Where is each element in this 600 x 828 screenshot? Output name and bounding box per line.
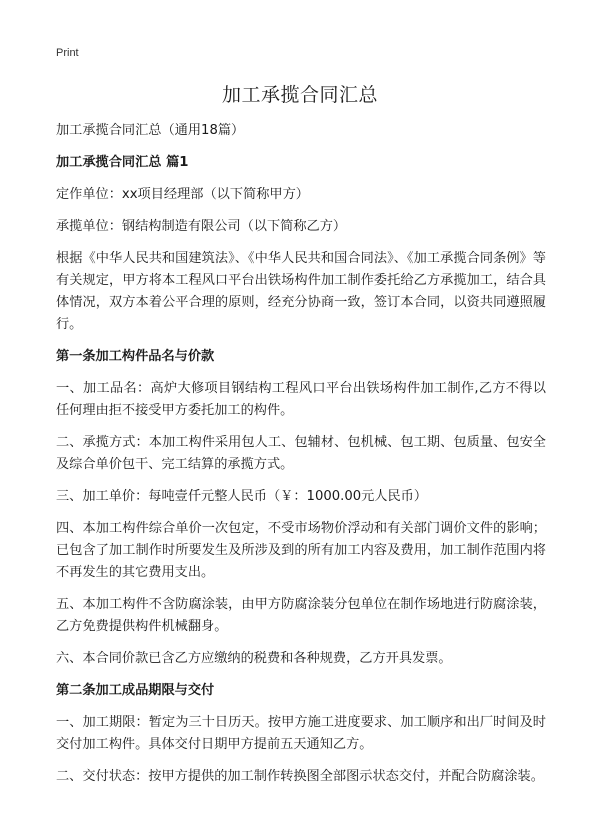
paragraph: 二、交付状态：按甲方提供的加工制作转换图全部图示状态交付，并配合防腐涂装。 [56,769,544,784]
paragraph: 定作单位：xx项目经理部（以下简称甲方） [56,187,309,202]
paragraph: 根据《中华人民共和国建筑法》、《中华人民共和国合同法》、《加工承揽合同条例》等有关规定，甲方将本工程风口平台出铁场构件加工制作委托给乙方承揽加工，结合具体情况，双方本着公平合理的原则，经充分协商一致，签订本合同，以资共同遵照履行。 [56,251,546,332]
document-subtitle: 加工承揽合同汇总（通用18篇） [56,123,245,138]
print-link[interactable]: Print [56,47,79,59]
paragraph: 一、加工品名：高炉大修项目钢结构工程风口平台出铁场构件加工制作,乙方不得以任何理由拒不接受甲方委托加工的构件。 [56,381,546,418]
section-heading: 第一条加工构件品名与价款 [56,349,215,364]
paragraph: 六、本合同价款已含乙方应缴纳的税费和各种规费，乙方开具发票。 [56,651,452,666]
paragraph: 三、加工单价：每吨壹仟元整人民币（￥：1000.00元人民币） [56,489,428,504]
document-body [56,120,546,798]
paragraph: 承揽单位：钢结构制造有限公司（以下简称乙方） [56,219,347,234]
section-heading: 第二条加工成品期限与交付 [56,683,215,698]
page-title: 加工承揽合同汇总 [221,84,378,106]
paragraph: 二、承揽方式：本加工构件采用包人工、包辅材、包机械、包工期、包质量、包安全及综合单价包干、完工结算的承揽方式。 [56,435,546,472]
paragraph: 五、本加工构件不含防腐涂装，由甲方防腐涂装分包单位在制作场地进行防腐涂装，乙方免费提供构件机械翻身。 [56,597,546,634]
section-heading: 加工承揽合同汇总 篇1 [56,155,189,170]
paragraph: 四、本加工构件综合单价一次包定，不受市场物价浮动和有关部门调价文件的影响；已包含了加工制作时所要发生及所涉及到的所有加工内容及费用，加工制作范围内将不再发生的其它费用支出。 [56,521,546,580]
paragraph: 一、加工期限：暂定为三十日历天。按甲方施工进度要求、加工顺序和出厂时间及时交付加工构件。具体交付日期甲方提前五天通知乙方。 [56,715,546,752]
